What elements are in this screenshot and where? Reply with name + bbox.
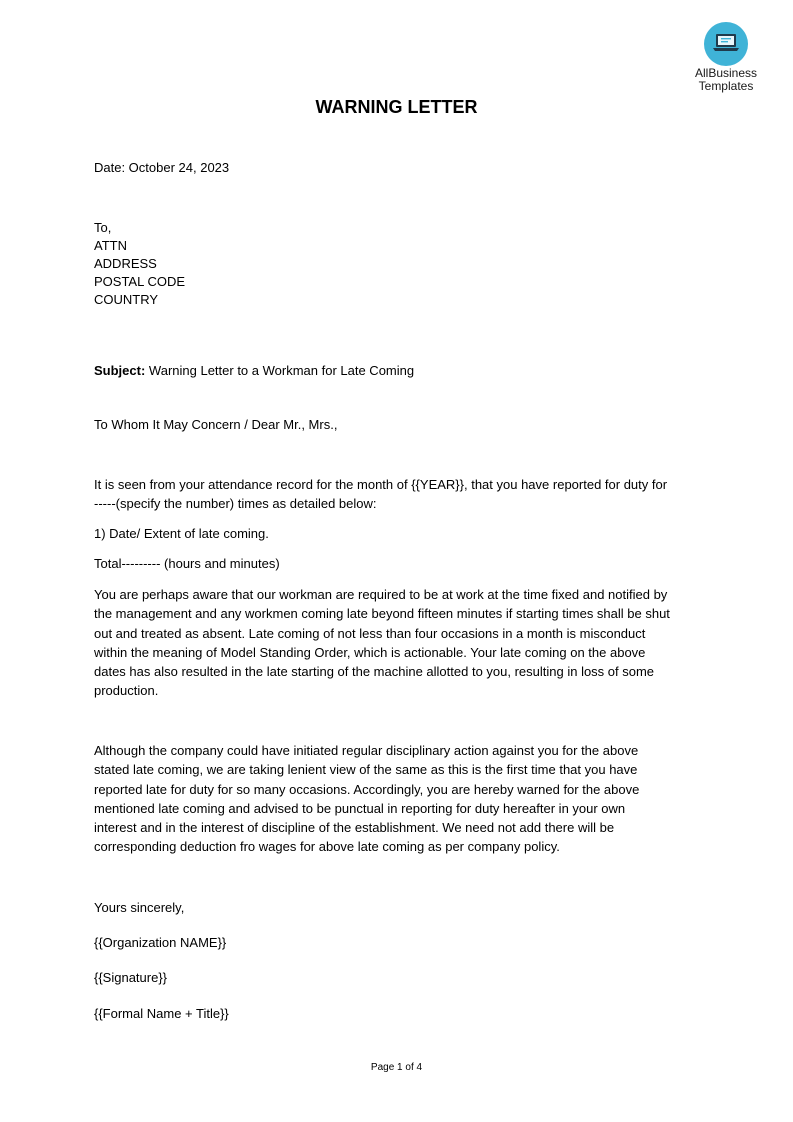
- subject-label: Subject:: [94, 363, 146, 378]
- subject-text: Warning Letter to a Workman for Late Coming: [148, 363, 415, 378]
- paragraph-line: Although the company could have initiated regular disciplinary action against you for the above: [94, 743, 639, 758]
- paragraph-line: You are perhaps aware that our workman are required to be at work at the time fixed and notified by: [94, 587, 668, 602]
- laptop-icon: [704, 22, 748, 66]
- subject-line: [94, 362, 414, 380]
- paragraph-line: mentioned late coming and advised to be punctual in reporting for duty hereafter in your own: [94, 800, 626, 816]
- brand-line-2: Templates: [698, 79, 754, 93]
- list-item-late-coming: 1) Date/ Extent of late coming.: [94, 526, 269, 541]
- paragraph-line: the management and any workmen coming late beyond fifteen minutes if starting times shall be shut: [94, 606, 670, 622]
- date-line: Date: October 24, 2023: [94, 160, 230, 175]
- document-title: WARNING LETTER: [315, 97, 478, 117]
- signature-placeholder: {{Signature}}: [94, 970, 168, 985]
- organization-name: {{Organization NAME}}: [94, 935, 227, 950]
- paragraph-line: out and treated as absent. Late coming of not less than four occasions in a month is misconduct: [94, 625, 646, 641]
- total-line: Total--------- (hours and minutes): [94, 556, 280, 571]
- recipient-address: ADDRESS: [94, 256, 157, 271]
- brand-name: [688, 67, 764, 93]
- paragraph-warning: [94, 741, 699, 857]
- recipient-postal-code: POSTAL CODE: [94, 274, 186, 289]
- brand-line-1: AllBusiness: [694, 66, 758, 80]
- paragraph-line: -----(specify the number) times as detailed below:: [94, 496, 377, 512]
- paragraph-line: reported late for duty for so many occasions. Accordingly, you are hereby warned for the above: [94, 781, 640, 797]
- recipient-attn: ATTN: [94, 238, 127, 253]
- paragraph-attendance: [94, 475, 699, 514]
- paragraph-line: within the meaning of Model Standing Order, which is actionable. Your late coming on the above: [94, 644, 646, 660]
- page-number: Page 1 of 4: [370, 1062, 423, 1073]
- brand-logo: [688, 22, 764, 93]
- paragraph-line: production.: [94, 683, 159, 699]
- recipient-to: To,: [94, 220, 112, 235]
- recipient-country: COUNTRY: [94, 292, 159, 307]
- paragraph-line: interest and in the interest of discipline of the establishment. We need not add there will be: [94, 820, 615, 836]
- paragraph-line: It is seen from your attendance record for the month of {{YEAR}}, that you have reported for duty for: [94, 477, 668, 492]
- paragraph-line: corresponding deduction fro wages for above late coming as per company policy.: [94, 839, 560, 855]
- closing: Yours sincerely,: [94, 900, 185, 915]
- paragraph-line: dates has also resulted in the late starting of the machine allotted to you, resulting in loss of some: [94, 664, 655, 680]
- paragraph-line: stated late coming, we are taking lenient view of the same as this is the first time that you have: [94, 762, 638, 778]
- paragraph-awareness: [94, 585, 699, 701]
- formal-name-title: {{Formal Name + Title}}: [94, 1006, 229, 1021]
- salutation: To Whom It May Concern / Dear Mr., Mrs.,: [94, 417, 338, 432]
